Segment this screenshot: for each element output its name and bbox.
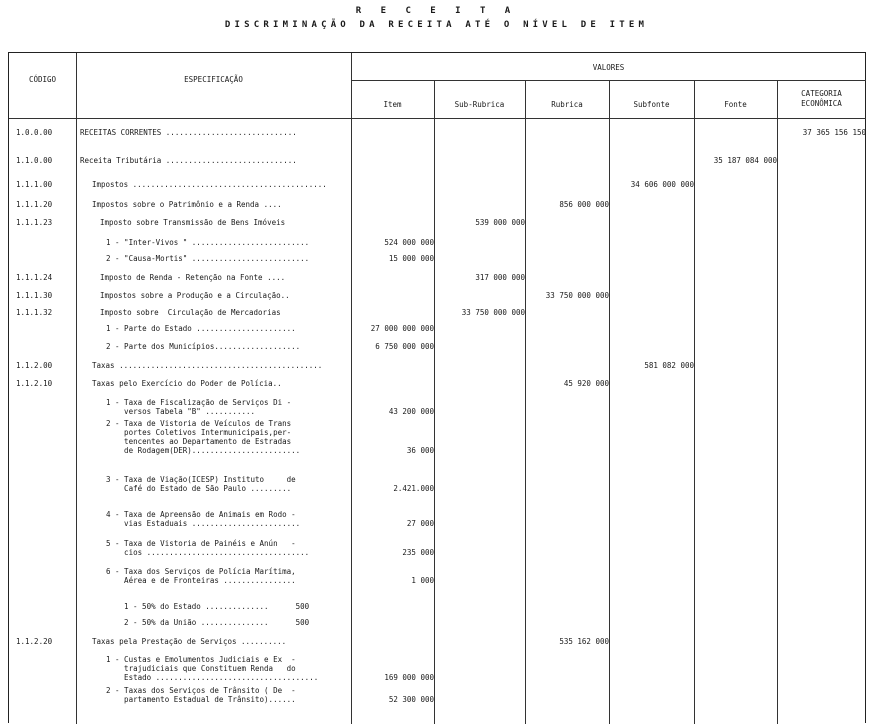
col-divider [609, 80, 610, 724]
row-description: 2 - 50% da União ............... 500 [124, 618, 310, 627]
page-title: R E C E I T A [355, 6, 518, 16]
row-code: 1.1.2.00 [16, 361, 53, 370]
row-code: 1.1.1.20 [16, 200, 53, 209]
row-description: 1 - "Inter-Vivos " .......................... [106, 238, 310, 247]
col-divider [434, 80, 435, 724]
col-divider [76, 53, 77, 724]
row-value-rubrica: 856 000 000 [559, 200, 609, 209]
row-value-item: 1 000 [411, 576, 434, 585]
row-code: 1.1.2.20 [16, 637, 53, 646]
header-especificacao: ESPECIFICAÇÃO [184, 75, 243, 84]
row-value-item: 169 000 000 [384, 673, 434, 682]
row-value-item: 43 200 000 [388, 407, 434, 416]
header-divider [9, 118, 866, 119]
row-value-rubrica: 45 920 000 [563, 379, 609, 388]
header-categoria-2: ECONÔMICA [801, 99, 842, 108]
row-value-rubrica: 535 162 000 [559, 637, 609, 646]
page-subtitle: DISCRIMINAÇÃO DA RECEITA ATÉ O NÍVEL DE ITEM [224, 20, 649, 30]
row-description: 2 - Parte dos Municípios................... [106, 342, 301, 351]
col-divider [351, 53, 352, 724]
row-value-item: 235 000 [402, 548, 434, 557]
row-description: RECEITAS CORRENTES ............................. [80, 128, 297, 137]
row-value-subrubrica: 317 000 000 [475, 273, 525, 282]
row-code: 1.1.1.24 [16, 273, 53, 282]
row-description: 1 - Parte do Estado ...................... [106, 324, 296, 333]
row-description: Impostos ........................................... [92, 180, 327, 189]
row-value-subrubrica: 33 750 000 000 [461, 308, 525, 317]
row-value-fonte: 35 187 084 000 [713, 156, 777, 165]
row-description: 2 - "Causa-Mortis" .......................... [106, 254, 310, 263]
row-description: 3 - Taxa de Viação(ICESP) Instituto de Café do Estado de São Paulo ......... [106, 475, 296, 493]
row-value-item: 27 000 000 000 [370, 324, 434, 333]
row-description: Impostos sobre o Patrimônio e a Renda .... [92, 200, 282, 209]
row-code: 1.0.0.00 [16, 128, 53, 137]
row-description: Taxas pela Prestação de Serviços .......... [92, 637, 287, 646]
row-description: 1 - Taxa de Fiscalização de Serviços Di - versos Tabela "B" ........... [106, 398, 292, 416]
header-divider [351, 80, 866, 81]
row-description: 1 - Custas e Emolumentos Judiciais e Ex - trajudiciais que Constituem Renda do Estado .................................... [106, 655, 319, 682]
header-rubrica: Rubrica [551, 100, 583, 109]
row-description: 2 - Taxa de Vistoria de Veículos de Trans portes Coletivos Intermunicipais,per- tencentes ao Departamento de Estradas de Rodagem(DER)........................ [106, 419, 301, 455]
row-value-cat: 37 365 156 150 [802, 128, 866, 137]
row-code: 1.1.1.00 [16, 180, 53, 189]
col-divider [525, 80, 526, 724]
row-description: 1 - 50% do Estado .............. 500 [124, 602, 310, 611]
row-value-item: 36 000 [406, 446, 434, 455]
col-divider [777, 80, 778, 724]
header-valores: VALORES [592, 63, 625, 72]
row-value-item: 15 000 000 [388, 254, 434, 263]
row-value-item: 524 000 000 [384, 238, 434, 247]
row-description: Imposto sobre Circulação de Mercadorias [100, 308, 281, 317]
row-value-item: 27 000 [406, 519, 434, 528]
row-description: 2 - Taxas dos Serviços de Trânsito ( De - partamento Estadual de Trânsito)...... [106, 686, 296, 704]
row-value-subfonte: 581 082 000 [644, 361, 694, 370]
row-value-subrubrica: 539 000 000 [475, 218, 525, 227]
row-description: 6 - Taxa dos Serviços de Polícia Marítima, Aérea e de Fronteiras ................ [106, 567, 296, 585]
col-divider [694, 80, 695, 724]
row-code: 1.1.1.23 [16, 218, 53, 227]
row-description: Imposto sobre Transmissão de Bens Imóveis [100, 218, 286, 227]
row-description: Imposto de Renda - Retenção na Fonte .... [100, 273, 286, 282]
row-description: Receita Tributária ............................. [80, 156, 297, 165]
header-codigo: CÓDIGO [28, 75, 57, 84]
header-categoria: CATEGORIA [801, 89, 842, 98]
row-value-item: 6 750 000 000 [375, 342, 434, 351]
row-value-item: 2.421.000 [393, 484, 434, 493]
header-subrubrica: Sub-Rubrica [454, 100, 505, 109]
row-value-rubrica: 33 750 000 000 [545, 291, 609, 300]
row-description: 5 - Taxa de Vistoria de Painéis e Anún - cios .................................... [106, 539, 310, 557]
header-item: Item [383, 100, 402, 109]
row-value-item: 52 300 000 [388, 695, 434, 704]
row-code: 1.1.2.10 [16, 379, 53, 388]
header-subfonte: Subfonte [633, 100, 670, 109]
row-description: Impostos sobre a Produção e a Circulação.. [100, 291, 290, 300]
header-fonte: Fonte [724, 100, 747, 109]
row-value-subfonte: 34 606 000 000 [630, 180, 694, 189]
row-description: Taxas ............................................. [92, 361, 323, 370]
row-code: 1.1.0.00 [16, 156, 53, 165]
row-code: 1.1.1.30 [16, 291, 53, 300]
row-description: 4 - Taxa de Apreensão de Animais em Rodo - vias Estaduais ........................ [106, 510, 301, 528]
row-description: Taxas pelo Exercício do Poder de Polícia.. [92, 379, 282, 388]
row-code: 1.1.1.32 [16, 308, 53, 317]
